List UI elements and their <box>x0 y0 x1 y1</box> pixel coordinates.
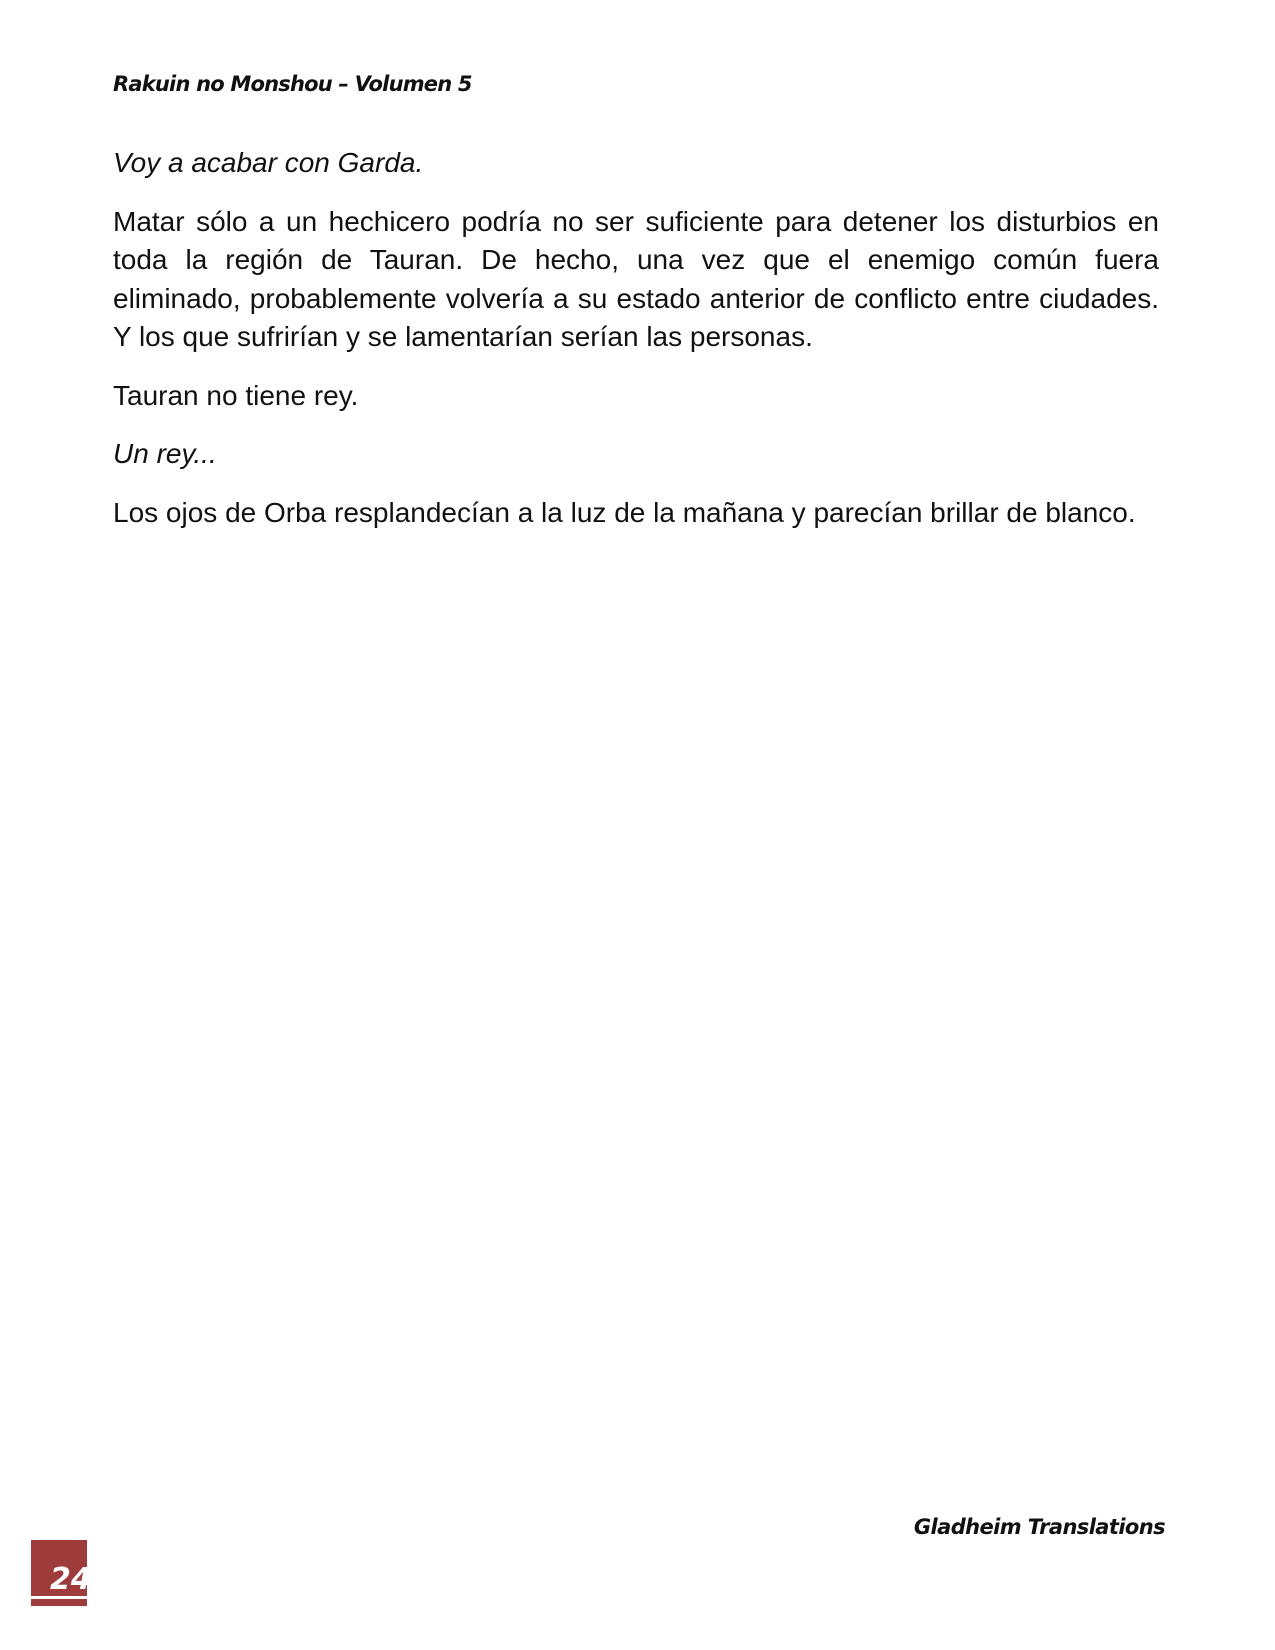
paragraph-1: Voy a acabar con Garda. <box>113 147 424 178</box>
paragraph-5: Los ojos de Orba resplandecían a la luz de la mañana y parecían brillar de blanco. <box>113 496 1136 528</box>
page-number: 24 <box>50 1562 92 1597</box>
running-header: Rakuin no Monshou – Volumen 5 <box>113 72 472 96</box>
paragraph-3: Tauran no tiene rey. <box>113 379 359 411</box>
paragraph-4: Un rey... <box>113 438 217 469</box>
body-text <box>113 144 1159 552</box>
paragraph-2: Matar sólo a un hechicero podría no ser suficiente para detener los disturbios en toda la región de Tauran. De hecho, una vez que el enemigo común fuera eliminado, probablemente volvería a su estado anterior de conflicto entre ciudades. Y los que sufrirían y se lamentarían serían las personas. <box>113 205 1159 352</box>
footer-credit: Gladheim Translations <box>913 1515 1165 1539</box>
